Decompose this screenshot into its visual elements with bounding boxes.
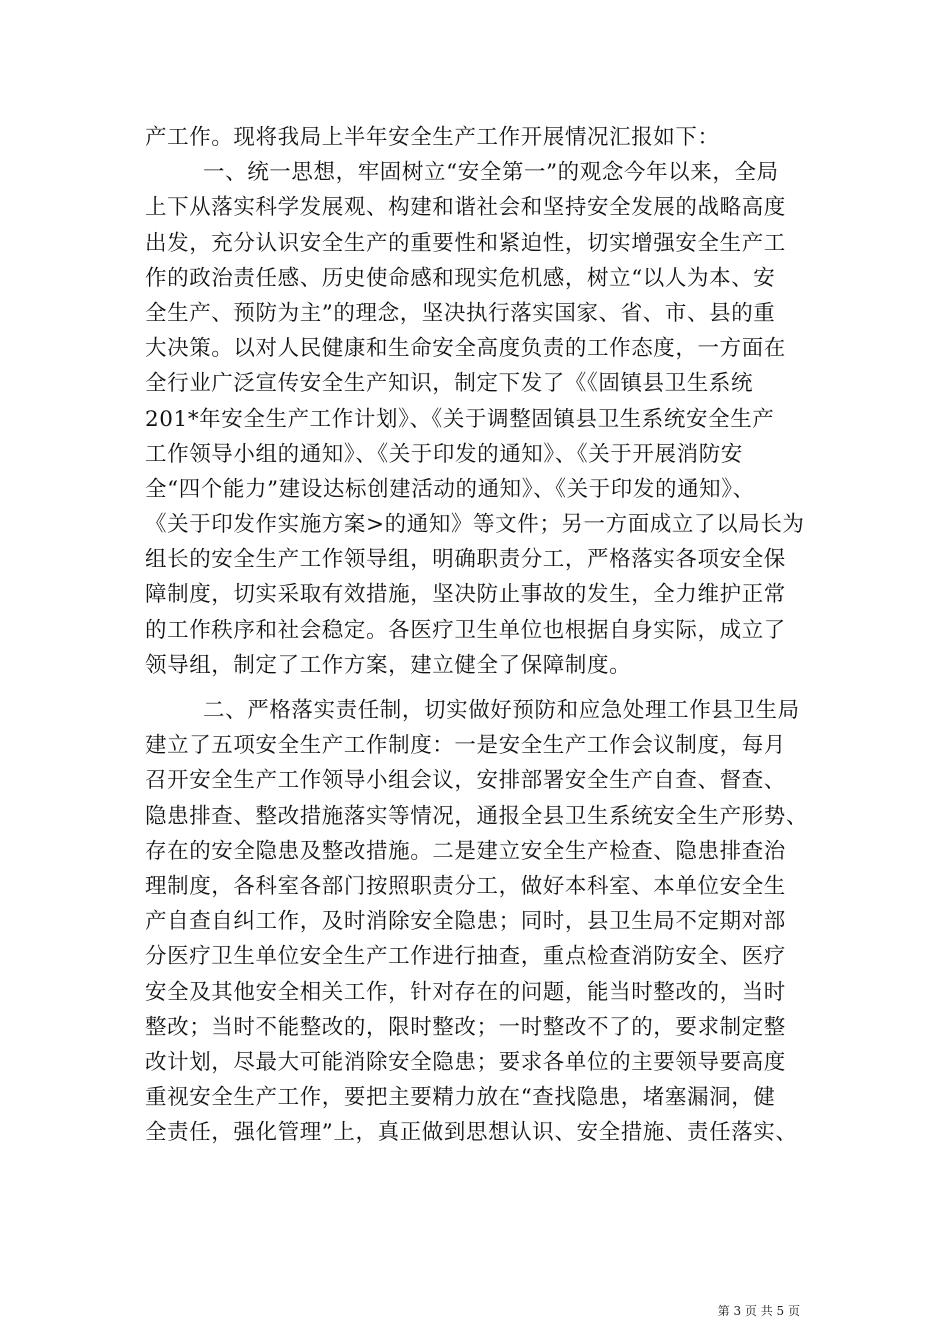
text-line: 大决策。以对人民健康和生命安全高度负责的工作态度，一方面在 — [145, 336, 786, 362]
text-line: 201*年安全生产工作计划》、《关于调整固镇县卫生系统安全生产 — [145, 406, 775, 432]
text-line: 一、统一思想，牢固树立“安全第一”的观念今年以来，全局 — [203, 160, 779, 186]
paragraph-section-2 — [145, 693, 825, 1150]
text-line: 障制度，切实采取有效措施，坚决防止事故的发生，全力维护正常 — [145, 582, 786, 608]
text-line: 领导组，制定了工作方案，建立健全了保障制度。 — [145, 652, 632, 678]
text-line: 安全及其他安全相关工作，针对存在的问题，能当时整改的，当时 — [145, 979, 786, 1005]
text-line: 整改；当时不能整改的，限时整改；一时整改不了的，要求制定整 — [145, 1014, 786, 1040]
text-line: 的工作秩序和社会稳定。各医疗卫生单位也根据自身实际，成立了 — [145, 617, 786, 643]
text-line: 组长的安全生产工作领导组，明确职责分工，严格落实各项安全保 — [145, 547, 786, 573]
text-line: 改计划，尽最大可能消除安全隐患；要求各单位的主要领导要高度 — [145, 1049, 786, 1075]
page-number: 第 3 页 共 5 页 — [717, 1304, 800, 1318]
paragraph-section-1 — [145, 155, 825, 683]
text-line: 全生产、预防为主”的理念，坚决执行落实国家、省、市、县的重 — [145, 300, 776, 326]
text-line: 存在的安全隐患及整改措施。二是建立安全生产检查、隐患排查治 — [145, 838, 786, 864]
text-line: 工作领导小组的通知》、《关于印发的通知》、《关于开展消防安 — [145, 441, 743, 467]
text-line: 重视安全生产工作，要把主要精力放在“查找隐患，堵塞漏洞，健 — [145, 1085, 776, 1111]
text-line: 召开安全生产工作领导小组会议，安排部署安全生产自查、督查、 — [145, 768, 786, 794]
text-line: 上下从落实科学发展观、构建和谐社会和坚持安全发展的战略高度 — [145, 195, 786, 221]
text-line: 隐患排查、整改措施落实等情况，通报全县卫生系统安全生产形势、 — [145, 803, 809, 829]
paragraph-intro — [145, 120, 825, 155]
text-line: 理制度，各科室各部门按照职责分工，做好本科室、本单位安全生 — [145, 873, 786, 899]
text-line: 分医疗卫生单位安全生产工作进行抽查，重点检查消防安全、医疗 — [145, 944, 786, 970]
text-line: 建立了五项安全生产工作制度：一是安全生产工作会议制度，每月 — [145, 733, 786, 759]
text-line: 产工作。现将我局上半年安全生产工作开展情况汇报如下： — [145, 125, 720, 150]
text-line: 二、严格落实责任制，切实做好预防和应急处理工作县卫生局 — [203, 698, 800, 723]
text-line: 全“四个能力”建设达标创建活动的通知》、《关于印发的通知》、 — [145, 476, 755, 502]
text-line: 全责任，强化管理”上，真正做到思想认识、安全措施、责任落实、 — [145, 1120, 798, 1146]
text-line: 《关于印发作实施方案>的通知》等文件；另一方面成立了以局长为 — [145, 512, 805, 538]
text-line: 产自查自纠工作，及时消除安全隐患；同时，县卫生局不定期对部 — [145, 909, 786, 935]
document-body — [145, 120, 825, 1150]
text-line: 全行业广泛宣传安全生产知识，制定下发了《《固镇县卫生系统 — [145, 371, 754, 397]
text-line: 出发，充分认识安全生产的重要性和紧迫性，切实增强安全生产工 — [145, 230, 786, 256]
paragraph-gap — [145, 683, 825, 693]
text-line: 作的政治责任感、历史使命感和现实危机感，树立“以人为本、安 — [145, 265, 776, 291]
